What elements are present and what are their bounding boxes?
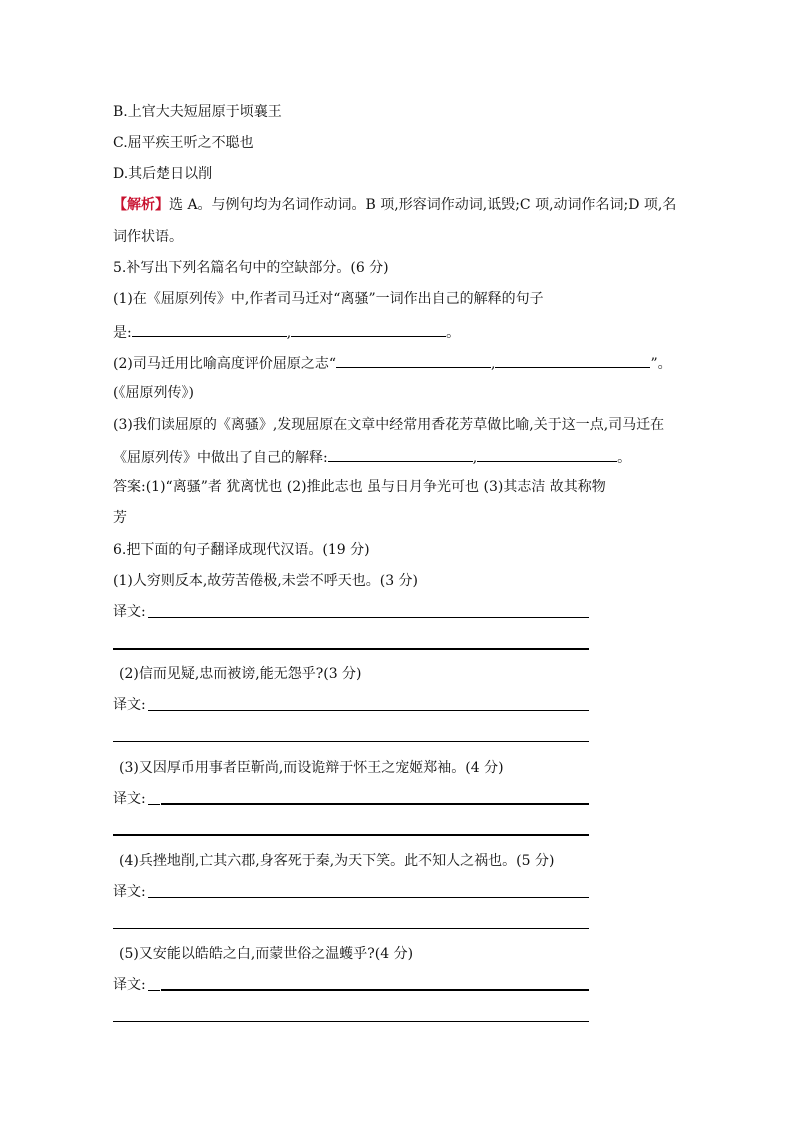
q6-translation-label: 译文: [113, 697, 146, 713]
answer-line[interactable] [161, 989, 589, 991]
answer-line[interactable] [148, 897, 589, 898]
answer-line[interactable] [113, 1021, 589, 1022]
q5-blank-2[interactable] [291, 321, 446, 337]
q5-answer-line-2: 芳 [113, 510, 127, 526]
answer-line[interactable] [148, 710, 589, 711]
quote-close: ”。 [650, 356, 672, 372]
q6-item-3: (3)又因厚币用事者臣靳尚,而设诡辩于怀王之宠姬郑袖。(4 分) [119, 760, 504, 776]
q6-item-5: (5)又安能以皓皓之白,而蒙世俗之温蠖乎?(4 分) [119, 946, 414, 962]
q5-title: 5.补写出下列名篇名句中的空缺部分。(6 分) [113, 260, 389, 276]
q6-item-4: (4)兵挫地削,亡其六郡,身客死于秦,为天下笑。此不知人之祸也。(5 分) [119, 853, 555, 869]
q5-sub1-prefix: 是: [113, 325, 132, 341]
q6-translation-label: 译文: [113, 791, 146, 807]
option-b: B.上官大夫短屈原于顷襄王 [113, 104, 282, 120]
q5-sub3-text2: 《屈原列传》中做出了自己的解释: [113, 450, 328, 466]
answer-line-stub [148, 990, 160, 991]
period: 。 [617, 450, 632, 466]
q6-item-2: (2)信而见疑,忠而被谤,能无怨乎?(3 分) [119, 666, 362, 682]
period: 。 [446, 325, 461, 341]
option-d: D.其后楚日以削 [113, 166, 213, 182]
q5-sub3-blanks [113, 446, 631, 468]
analysis-line-2: 词作状语。 [113, 229, 183, 245]
answer-line-stub [148, 804, 160, 805]
q6-item-1: (1)人穷则反本,故劳苦倦极,未尝不呼天也。(3 分) [113, 573, 419, 589]
answer-line[interactable] [113, 648, 589, 650]
q6-translation-label: 译文: [113, 884, 146, 900]
q6-translation-label: 译文: [113, 604, 146, 620]
q5-sub1-blanks [113, 321, 460, 343]
q5-sub2-source: (《屈原列传》) [113, 385, 194, 401]
answer-line[interactable] [113, 928, 589, 929]
q5-sub2-line [113, 352, 672, 374]
option-c: C.屈平疾王听之不聪也 [113, 135, 254, 151]
comma: , [286, 325, 292, 341]
answer-line[interactable] [148, 617, 589, 618]
answer-line[interactable] [161, 803, 589, 805]
analysis-line-1 [113, 195, 676, 215]
q5-sub3-text: (3)我们读屈原的《离骚》,发现屈原在文章中经常用香花芳草做比喻,关于这一点,司马迁在 [113, 417, 665, 433]
answer-line[interactable] [113, 834, 589, 836]
q5-blank-4[interactable] [495, 352, 650, 368]
q6-title: 6.把下面的句子翻译成现代汉语。(19 分) [113, 542, 370, 558]
q5-blank-1[interactable] [132, 321, 287, 337]
q6-translation-label: 译文: [113, 977, 146, 993]
comma: , [472, 450, 478, 466]
q5-blank-6[interactable] [477, 446, 617, 462]
analysis-text: 选 A。与例句均为名词作动词。B 项,形容词作动词,诋毁;C 项,动词作名词;D 项,名 [169, 197, 677, 213]
q5-sub2-text: (2)司马迁用比喻高度评价屈原之志“ [113, 356, 336, 372]
q5-answer-line-1: 答案:(1)“离骚”者 犹离忧也 (2)推此志也 虽与日月争光可也 (3)其志洁 故其称物 [113, 479, 606, 495]
q5-blank-3[interactable] [336, 352, 491, 368]
q5-blank-5[interactable] [328, 446, 473, 462]
comma: , [491, 356, 496, 372]
answer-line[interactable] [113, 741, 589, 742]
q5-sub1-text: (1)在《屈原列传》中,作者司马迁对“离骚”一词作出自己的解释的句子 [113, 291, 544, 307]
analysis-tag: 【解析】 [113, 197, 169, 213]
